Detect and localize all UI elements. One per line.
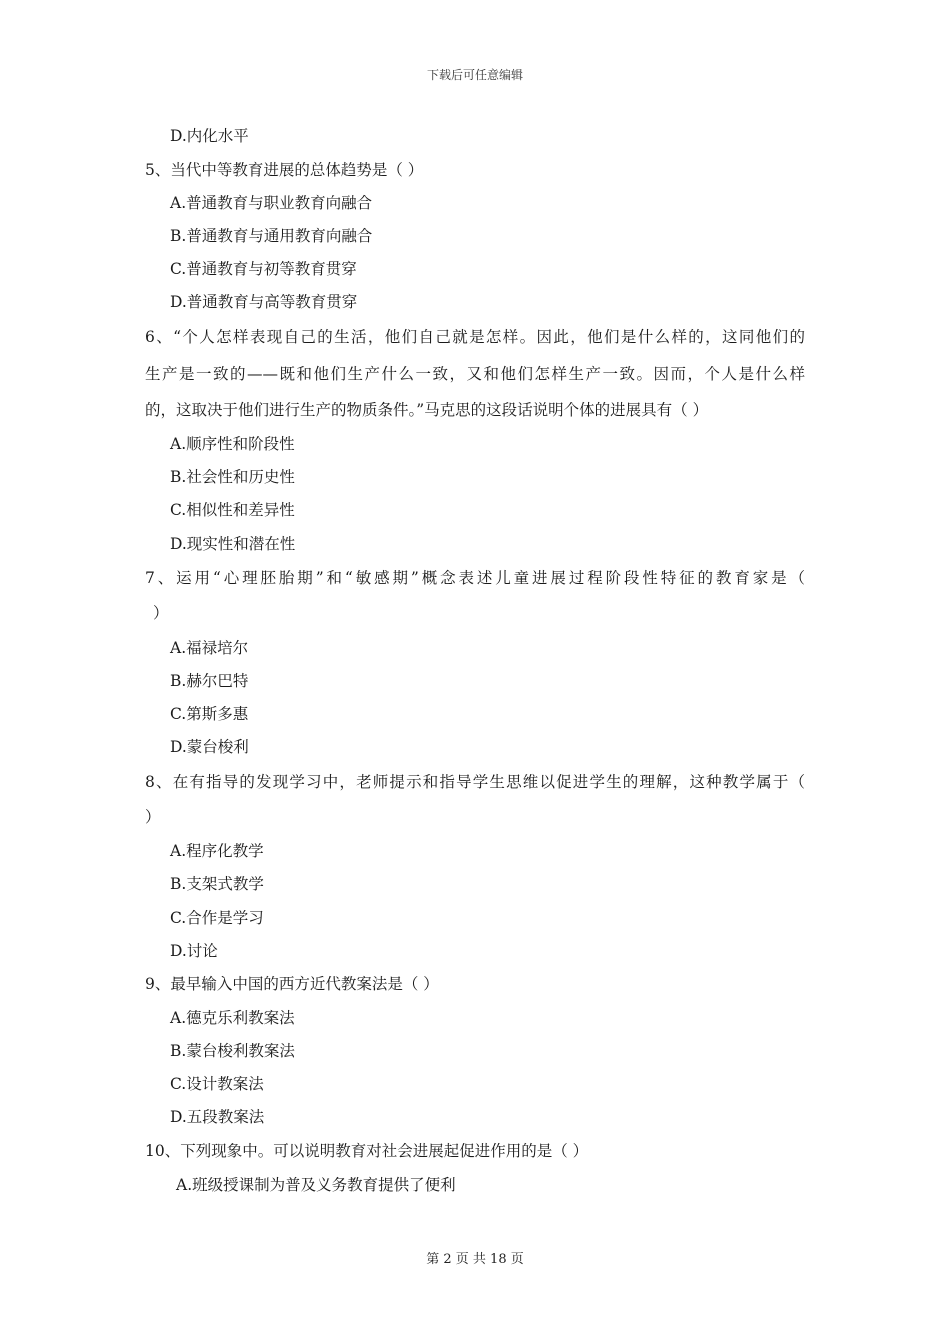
option-8-b: B.支架式教学: [170, 875, 264, 893]
question-9: 9、最早输入中国的西方近代教案法是（ ）: [145, 975, 439, 993]
option-5-d: D.普通教育与高等教育贯穿: [170, 293, 358, 311]
option-6-d: D.现实性和潜在性: [170, 535, 296, 553]
option-6-b: B.社会性和历史性: [170, 468, 295, 486]
option-9-a: A.德克乐利教案法: [170, 1009, 295, 1027]
question-6-line-3: 的，这取决于他们进行生产的物质条件。”马克思的这段话说明个体的进展具有（ ）: [145, 401, 709, 419]
option-8-c: C.合作是学习: [170, 909, 264, 927]
question-8-line-2: ）: [145, 808, 161, 826]
option-10-a: A.班级授课制为普及义务教育提供了便利: [176, 1176, 456, 1194]
option-9-b: B.蒙台梭利教案法: [170, 1042, 295, 1060]
question-7-line-2: ）: [153, 604, 169, 622]
question-6-line-2: 生产是一致的——既和他们生产什么一致，又和他们怎样生产一致。因而，个人是什么样: [145, 365, 805, 383]
option-7-c: C.第斯多惠: [170, 705, 249, 723]
option-4-d: D.内化水平: [170, 127, 249, 145]
question-10: 10、下列现象中。可以说明教育对社会进展起促进作用的是（ ）: [145, 1142, 589, 1160]
option-6-c: C.相似性和差异性: [170, 501, 295, 519]
question-5: 5、当代中等教育进展的总体趋势是（ ）: [145, 161, 424, 179]
option-8-a: A.程序化教学: [170, 842, 264, 860]
option-8-d: D.讨论: [170, 942, 218, 960]
option-5-a: A.普通教育与职业教育向融合: [170, 194, 373, 212]
page-header: 下载后可任意编辑: [426, 68, 523, 82]
option-9-c: C.设计教案法: [170, 1075, 264, 1093]
option-9-d: D.五段教案法: [170, 1108, 265, 1126]
option-7-a: A.福禄培尔: [170, 639, 249, 657]
question-7-line-1: 7、运用“心理胚胎期”和“敏感期”概念表述儿童进展过程阶段性特征的教育家是（: [145, 569, 805, 587]
option-7-d: D.蒙台梭利: [170, 738, 249, 756]
option-5-c: C.普通教育与初等教育贯穿: [170, 260, 357, 278]
question-8-line-1: 8、在有指导的发现学习中，老师提示和指导学生思维以促进学生的理解，这种教学属于（: [145, 773, 805, 791]
option-6-a: A.顺序性和阶段性: [170, 435, 295, 453]
question-6-line-1: 6、“个人怎样表现自己的生活，他们自己就是怎样。因此，他们是什么样的，这同他们的: [145, 328, 805, 346]
option-7-b: B.赫尔巴特: [170, 672, 249, 690]
option-5-b: B.普通教育与通用教育向融合: [170, 227, 373, 245]
page-number: 第 2 页 共 18 页: [426, 1252, 524, 1267]
